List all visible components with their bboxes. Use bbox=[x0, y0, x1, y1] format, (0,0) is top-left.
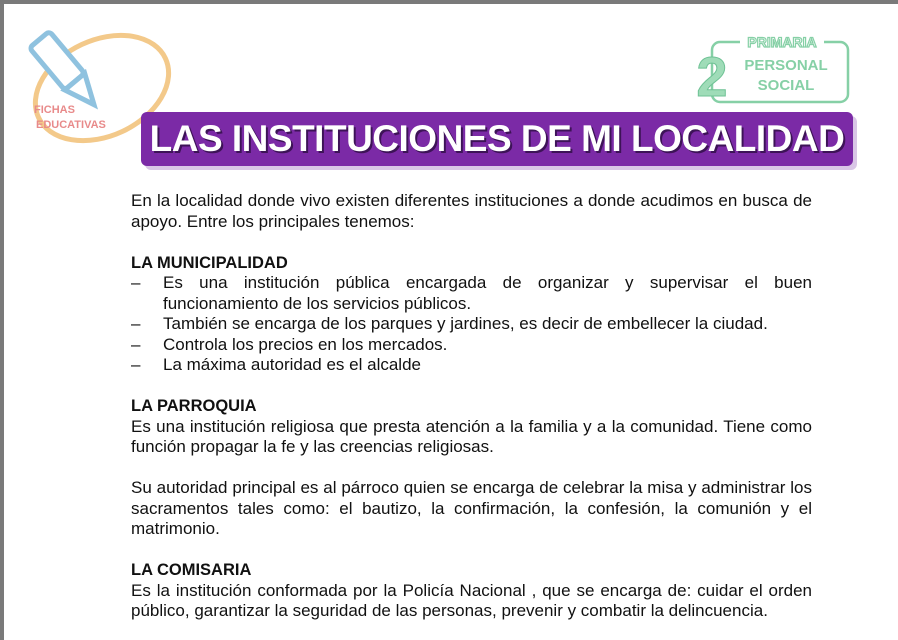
svg-text:PERSONAL: PERSONAL bbox=[744, 57, 828, 74]
svg-text:SOCIAL: SOCIAL bbox=[757, 77, 815, 94]
svg-text:2: 2 bbox=[696, 45, 728, 106]
svg-text:PRIMARIA: PRIMARIA bbox=[747, 34, 817, 50]
list-item: – También se encarga de los parques y jardines, es decir de embellecer la ciudad. bbox=[131, 314, 812, 335]
intro-paragraph: En la localidad donde vivo existen diferentes instituciones a donde acudimos en busca de apoyo. Entre los principales tenemos: bbox=[131, 191, 812, 231]
document-body bbox=[131, 191, 812, 622]
pencil-icon bbox=[29, 31, 104, 113]
document-page bbox=[4, 4, 898, 640]
parroquia-paragraph-2: Su autoridad principal es al párroco quien se encarga de celebrar la misa y administrar los sacramentos tales como: el bautizo, la confirmación, la confesión, la comunión y el matrimonio. bbox=[131, 478, 812, 538]
svg-text:FICHAS: FICHAS bbox=[34, 104, 75, 116]
parroquia-paragraph-1: Es una institución religiosa que presta atención a la familia y a la comunidad. Tiene como función propagar la fe y las creencias religiosas. bbox=[131, 416, 812, 456]
municipalidad-list bbox=[131, 273, 812, 376]
heading-comisaria: LA COMISARIA bbox=[131, 561, 252, 579]
comisaria-paragraph-1: Es la institución conformada por la Policía Nacional , que se encarga de: cuidar el orden público, garantizar la seguridad de las personas, prevenir y combatir la delincuencia. bbox=[131, 580, 812, 620]
list-item: – Es una institución pública encargada de organizar y supervisar el buen funcionamiento de los servicios públicos. bbox=[131, 273, 812, 314]
heading-municipalidad: LA MUNICIPALIDAD bbox=[131, 253, 288, 272]
heading-parroquia: LA PARROQUIA bbox=[131, 397, 257, 415]
grade-badge bbox=[692, 34, 857, 106]
page-title: LAS INSTITUCIONES DE MI LOCALIDAD bbox=[141, 112, 853, 166]
svg-text:EDUCATIVAS: EDUCATIVAS bbox=[36, 119, 106, 131]
list-item: – Controla los precios en los mercados. bbox=[131, 335, 812, 356]
list-item: – La máxima autoridad es el alcalde bbox=[131, 355, 812, 376]
